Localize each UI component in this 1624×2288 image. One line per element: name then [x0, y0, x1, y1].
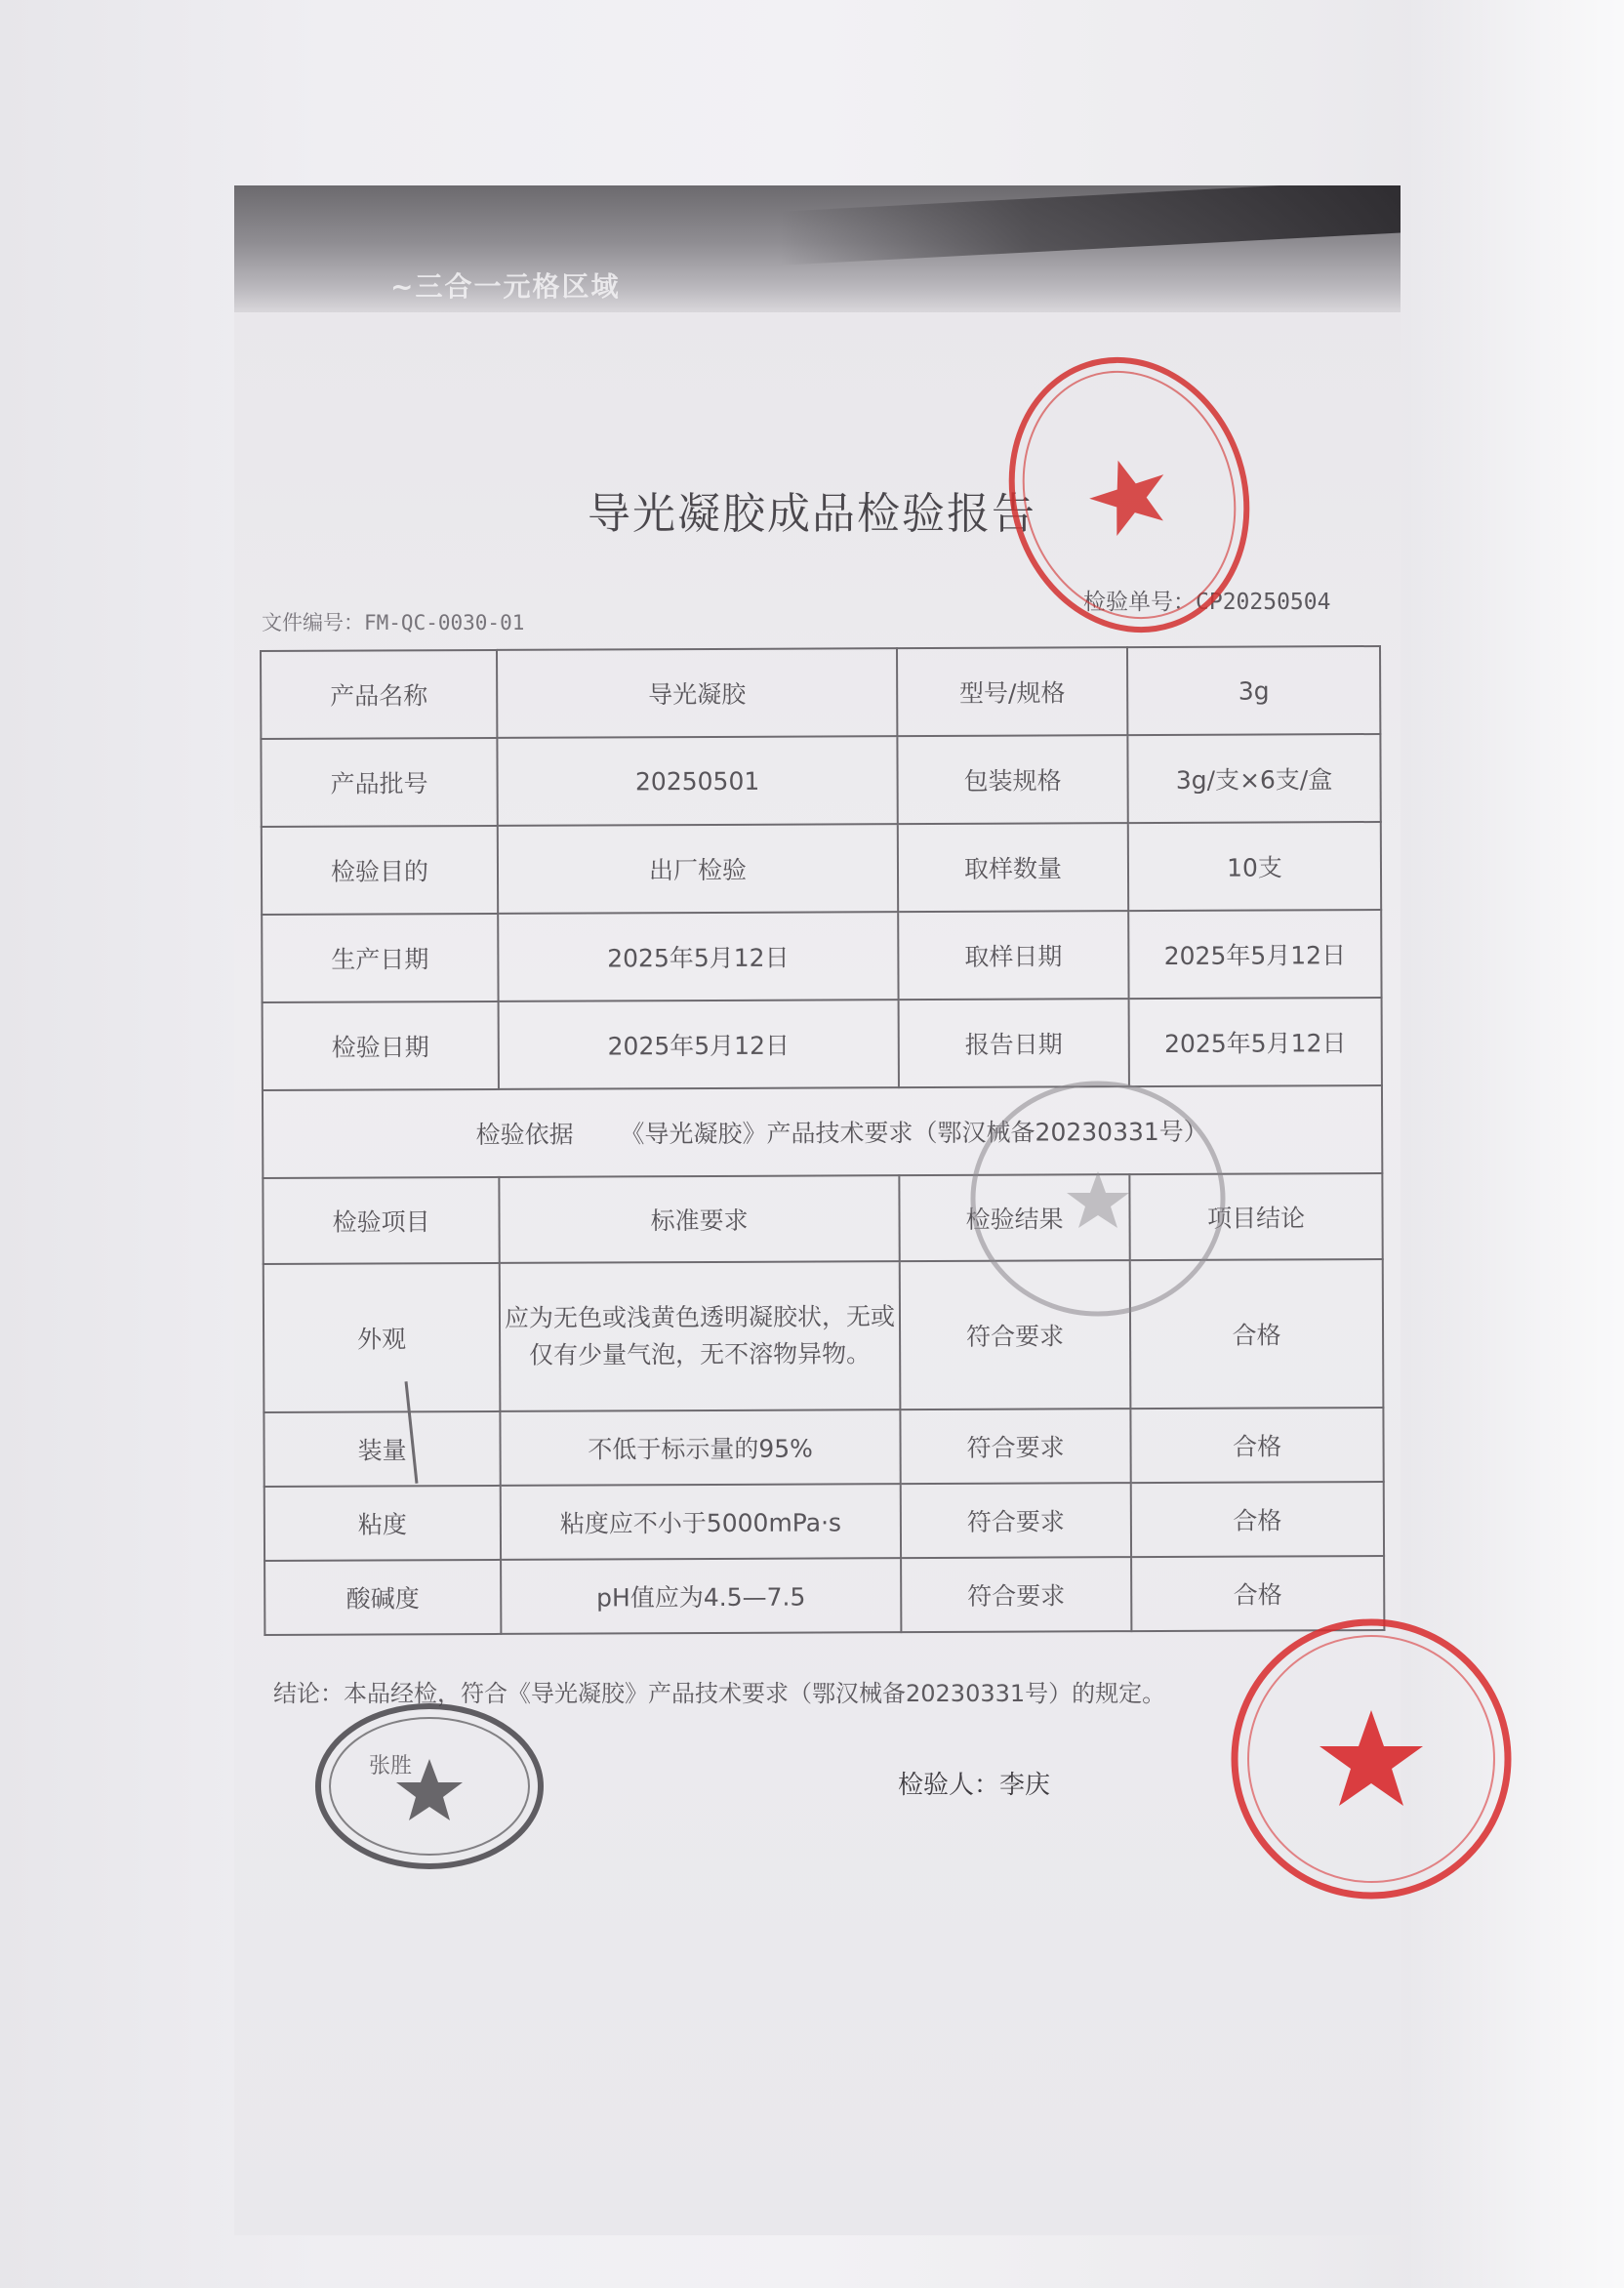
- info-value: 20250501: [497, 736, 897, 826]
- test-conclusion: 合格: [1131, 1556, 1384, 1631]
- info-label: 产品批号: [261, 738, 497, 827]
- info-value: 2025年5月12日: [1129, 998, 1382, 1086]
- test-standard: 应为无色或浅黄色透明凝胶状，无或仅有少量气泡，无不溶物异物。: [500, 1261, 901, 1411]
- info-value: 10支: [1128, 822, 1381, 911]
- info-value: 2025年5月12日: [499, 1000, 899, 1089]
- header-band-text: ~三合一元格区域: [390, 270, 621, 303]
- test-result: 符合要求: [900, 1409, 1130, 1484]
- info-label: 取样日期: [898, 911, 1128, 1000]
- info-value: 2025年5月12日: [1128, 910, 1381, 999]
- info-value: 出厂检验: [498, 824, 898, 914]
- stamp-top-right: [997, 344, 1261, 646]
- test-conclusion: 合格: [1131, 1482, 1384, 1557]
- paper-fold-edge: [1405, 0, 1624, 2288]
- test-result: 符合要求: [900, 1260, 1131, 1410]
- info-row-purpose: [262, 822, 1381, 915]
- test-standard: 粘度应不小于5000mPa·s: [501, 1484, 901, 1560]
- stamp-bottom-right: [1225, 1613, 1518, 1905]
- info-value: 导光凝胶: [497, 648, 897, 738]
- test-item: 外观: [264, 1263, 501, 1412]
- header-band-streak: [781, 185, 1401, 266]
- info-label: 产品名称: [261, 650, 497, 739]
- test-row: [264, 1408, 1383, 1487]
- test-conclusion: 合格: [1130, 1259, 1384, 1409]
- conclusion-text: 结论：本品经检，符合《导光凝胶》产品技术要求（鄂汉械备20230331号）的规定。: [273, 1680, 1166, 1707]
- column-header-item: 检验项目: [263, 1177, 499, 1264]
- info-label: 取样数量: [898, 823, 1128, 912]
- info-label: 包装规格: [897, 735, 1127, 824]
- info-row-production-date: [262, 910, 1381, 1002]
- info-label: 检验目的: [262, 826, 498, 915]
- column-header-result: 检验结果: [899, 1174, 1129, 1261]
- test-result: 符合要求: [901, 1483, 1131, 1558]
- report-title: 导光凝胶成品检验报告: [588, 489, 1036, 539]
- stamp-bottom-right-graphic: [1225, 1613, 1518, 1905]
- test-standard: 不低于标示量的95%: [500, 1410, 900, 1486]
- info-label: 生产日期: [262, 914, 498, 1002]
- stamp-bottom-left: [310, 1698, 549, 1874]
- stamp-center-gray-graphic: [961, 1072, 1235, 1326]
- report-number: 检验单号：CP20250504: [1083, 590, 1331, 615]
- test-item: 酸碱度: [264, 1560, 501, 1635]
- column-header-standard: 标准要求: [499, 1175, 899, 1263]
- test-item: 粘度: [264, 1486, 501, 1561]
- test-standard: pH值应为4.5—7.5: [501, 1558, 901, 1634]
- stamp-center-gray: [961, 1072, 1235, 1326]
- info-value: 2025年5月12日: [498, 912, 898, 1001]
- stamp-top-right-graphic: [997, 344, 1261, 646]
- signer-name: 张胜: [369, 1754, 413, 1778]
- info-label: 报告日期: [899, 999, 1129, 1087]
- column-header-conclusion: 项目结论: [1129, 1173, 1382, 1260]
- test-row: [264, 1482, 1384, 1561]
- test-item: 装量: [264, 1411, 500, 1487]
- test-conclusion: 合格: [1130, 1408, 1383, 1483]
- basis-value: 《导光凝胶》产品技术要求（鄂汉械备20230331号）: [620, 1117, 1208, 1149]
- header-band: [234, 185, 1401, 312]
- info-value: 3g/支×6支/盒: [1127, 734, 1380, 823]
- info-label: 型号/规格: [897, 647, 1127, 736]
- test-row: [264, 1556, 1384, 1635]
- file-number: 文件编号：FM-QC-0030-01: [262, 611, 525, 634]
- info-row-product-name: [261, 646, 1380, 739]
- info-value: 3g: [1127, 646, 1380, 735]
- info-row-batch: [261, 734, 1380, 827]
- basis-label: 检验依据: [475, 1120, 574, 1150]
- test-result: 符合要求: [901, 1557, 1131, 1632]
- stamp-bottom-left-graphic: [310, 1698, 549, 1874]
- info-label: 检验日期: [263, 1001, 499, 1090]
- inspector-name: 检验人：李庆: [898, 1771, 1051, 1800]
